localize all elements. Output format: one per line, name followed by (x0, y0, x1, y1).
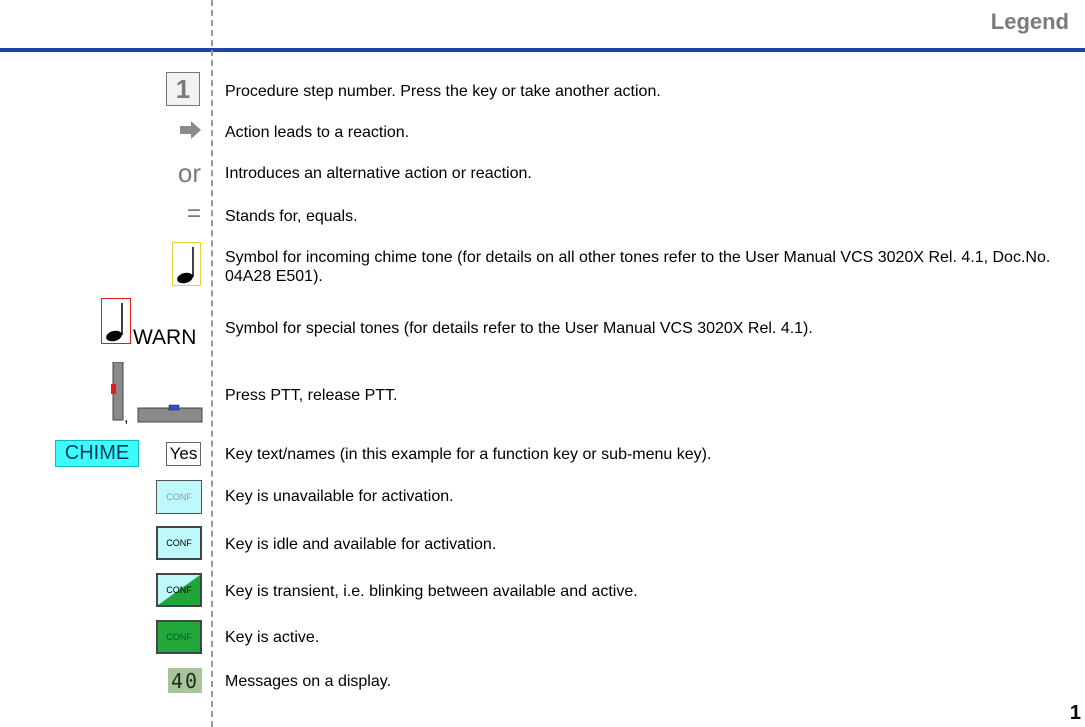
special-tone-symbol (101, 298, 131, 344)
row-desc-unavailable: Key is unavailable for activation. (225, 488, 454, 505)
page-number: 1 (1069, 702, 1081, 724)
row-desc-warn: Symbol for special tones (for details refer to the User Manual VCS 3020X Rel. 4.1). (225, 320, 813, 337)
yes-key[interactable]: Yes (166, 442, 201, 466)
page-title: Legend (990, 9, 1069, 34)
chime-key[interactable]: CHIME (55, 440, 139, 467)
warn-label: WARN (133, 326, 197, 349)
row-desc-ptt: Press PTT, release PTT. (225, 387, 398, 404)
header-rule (0, 48, 1085, 52)
row-desc-action: Action leads to a reaction. (225, 124, 410, 141)
music-note-icon (173, 243, 200, 285)
step-number-box: 1 (166, 72, 200, 106)
row-desc-active: Key is active. (225, 629, 320, 646)
row-desc-step: Procedure step number. Press the key or take another action. (225, 83, 661, 100)
music-note-icon (102, 299, 130, 343)
row-desc-or: Introduces an alternative action or reaction. (225, 165, 532, 182)
or-symbol: or (177, 158, 201, 188)
row-desc-chime: Symbol for incoming chime tone (for details on all other tones refer to the User Manual VCS 3020X Rel. 4.1, Doc.No. 04A28 E501). (225, 249, 1051, 285)
display-message: 40 (168, 668, 202, 693)
column-divider (211, 0, 213, 727)
row-desc-keytext: Key text/names (in this example for a function key or sub-menu key). (225, 446, 712, 463)
row-desc-transient: Key is transient, i.e. blinking between available and active. (225, 583, 638, 600)
ptt-released-icon (138, 405, 202, 422)
ptt-symbol (108, 362, 204, 424)
arrow-right-icon (180, 120, 202, 140)
conf-key-transient[interactable]: CONF (156, 573, 202, 607)
chime-tone-symbol (172, 242, 201, 286)
row-desc-equals: Stands for, equals. (225, 208, 358, 225)
row-desc-display: Messages on a display. (225, 673, 392, 690)
row-desc-idle: Key is idle and available for activation. (225, 536, 497, 553)
svg-text:,: , (124, 409, 129, 424)
conf-key-active[interactable]: CONF (156, 620, 202, 654)
conf-key-idle[interactable]: CONF (156, 526, 202, 560)
ptt-pressed-icon (111, 362, 123, 420)
equals-symbol: = (186, 200, 201, 227)
conf-key-unavailable: CONF (156, 480, 202, 514)
